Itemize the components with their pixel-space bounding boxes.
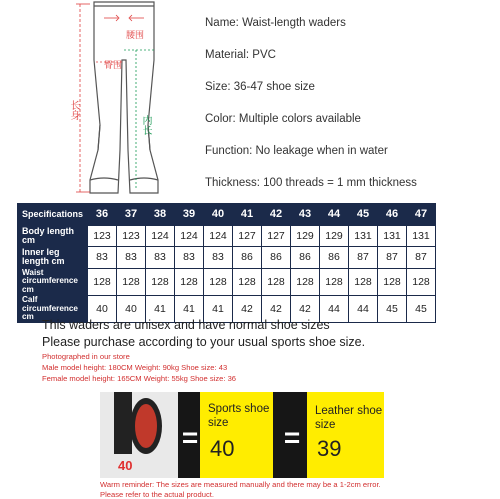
table-cell: 127 (233, 225, 262, 247)
size-table (17, 203, 436, 323)
table-cell: 42 (291, 295, 320, 322)
refer-note: Please refer to the actual product. (100, 490, 214, 499)
table-cell: 128 (407, 268, 436, 295)
table-cell: 128 (146, 268, 175, 295)
size-compare-banner (100, 392, 384, 478)
waist-label: 腰围 (126, 31, 145, 41)
table-row (18, 268, 436, 295)
photo-note: Photographed in our store (42, 352, 130, 361)
spec-color: Color: Multiple colors available (205, 113, 361, 125)
table-cell: 83 (204, 247, 233, 269)
table-cell: 128 (233, 268, 262, 295)
table-cell: 41 (204, 295, 233, 322)
size-header: 37 (117, 204, 146, 226)
table-cell: 128 (88, 268, 117, 295)
size-header: 41 (233, 204, 262, 226)
unisex-note: This waders are unisex and have normal shoe sizes (42, 318, 330, 332)
table-cell: 124 (175, 225, 204, 247)
table-cell: 40 (117, 295, 146, 322)
size-header: 46 (378, 204, 407, 226)
size-header: 47 (407, 204, 436, 226)
table-cell: 86 (320, 247, 349, 269)
table-cell: 131 (407, 225, 436, 247)
table-cell: 87 (378, 247, 407, 269)
boot-sole-photo (100, 392, 178, 478)
leather-size-value: 39 (317, 436, 342, 461)
table-cell: 128 (378, 268, 407, 295)
table-cell: 42 (262, 295, 291, 322)
table-cell: 129 (291, 225, 320, 247)
header-label: Specifications (18, 204, 88, 226)
spec-material: Material: PVC (205, 49, 276, 61)
table-cell: 42 (233, 295, 262, 322)
table-cell: 128 (175, 268, 204, 295)
size-header: 38 (146, 204, 175, 226)
table-cell: 45 (407, 295, 436, 322)
table-cell: 45 (378, 295, 407, 322)
table-cell: 83 (88, 247, 117, 269)
size-header: 39 (175, 204, 204, 226)
row-label: Inner leg length cm (18, 247, 88, 269)
size-header: 40 (204, 204, 233, 226)
size-header: 43 (291, 204, 320, 226)
leather-size-label: Leather shoe size (315, 405, 383, 431)
row-label: Calf circumference cm (18, 295, 88, 322)
leather-size-box (307, 392, 384, 478)
size-header: 36 (88, 204, 117, 226)
warm-reminder: Warm reminder: The sizes are measured manually and there may be a 1-2cm error. (100, 480, 381, 489)
spec-thickness: Thickness: 100 threads = 1 mm thickness (205, 177, 417, 189)
table-cell: 128 (320, 268, 349, 295)
table-cell: 44 (349, 295, 378, 322)
table-cell: 124 (204, 225, 233, 247)
equals-sign: = (283, 422, 301, 453)
table-row (18, 225, 436, 247)
boot-icon (100, 392, 178, 478)
table-cell: 128 (117, 268, 146, 295)
wader-sketch (60, 0, 180, 200)
body-length-label: 长身 (68, 100, 79, 120)
table-cell: 123 (88, 225, 117, 247)
table-cell: 128 (204, 268, 233, 295)
row-label: Body length cm (18, 225, 88, 247)
spec-name: Name: Waist-length waders (205, 17, 346, 29)
purchase-note: Please purchase according to your usual sports shoe size. (42, 335, 366, 349)
row-label: Waist circumference cm (18, 268, 88, 295)
table-cell: 86 (262, 247, 291, 269)
table-cell: 87 (349, 247, 378, 269)
female-model-note: Female model height: 165CM Weight: 55kg Shoe size: 36 (42, 374, 237, 383)
table-cell: 83 (146, 247, 175, 269)
table-cell: 83 (175, 247, 204, 269)
table-cell: 129 (320, 225, 349, 247)
table-cell: 86 (291, 247, 320, 269)
sports-size-label: Sports shoe size (208, 403, 270, 429)
spec-list (205, 14, 495, 206)
table-row (18, 247, 436, 269)
table-cell: 131 (378, 225, 407, 247)
size-header: 45 (349, 204, 378, 226)
inseam-label: 内长 (140, 115, 151, 135)
spec-function: Function: No leakage when in water (205, 145, 388, 157)
male-model-note: Male model height: 180CM Weight: 90kg Shoe size: 43 (42, 363, 228, 372)
table-cell: 41 (146, 295, 175, 322)
table-cell: 128 (349, 268, 378, 295)
spec-size: Size: 36-47 shoe size (205, 81, 315, 93)
table-cell: 40 (88, 295, 117, 322)
table-cell: 127 (262, 225, 291, 247)
equals-sign: = (181, 422, 199, 453)
table-cell: 86 (233, 247, 262, 269)
sports-size-box (200, 392, 273, 478)
table-cell: 44 (320, 295, 349, 322)
table-cell: 123 (117, 225, 146, 247)
table-cell: 128 (291, 268, 320, 295)
table-cell: 41 (175, 295, 204, 322)
boot-size-number: 40 (118, 458, 133, 473)
hip-label: 臀围 (104, 61, 123, 71)
table-header-row (18, 204, 436, 226)
table-cell: 83 (117, 247, 146, 269)
sports-size-value: 40 (210, 436, 235, 461)
table-cell: 87 (407, 247, 436, 269)
size-header: 42 (262, 204, 291, 226)
table-cell: 131 (349, 225, 378, 247)
size-header: 44 (320, 204, 349, 226)
table-cell: 128 (262, 268, 291, 295)
table-cell: 124 (146, 225, 175, 247)
